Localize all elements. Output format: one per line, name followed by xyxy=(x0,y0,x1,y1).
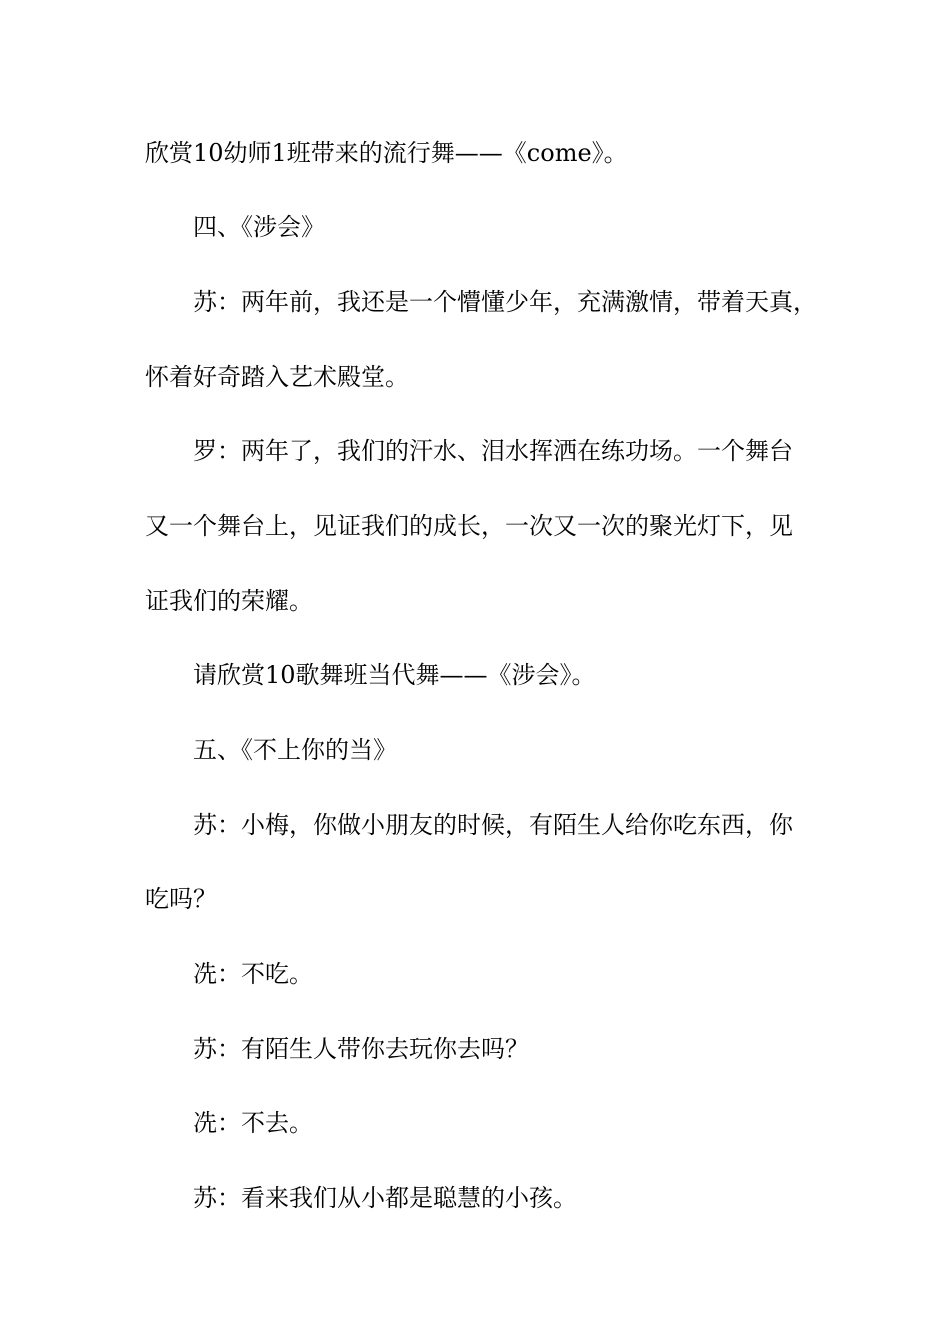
text-line-10: 苏：小梅，你做小朋友的时候，有陌生人给你吃东西，你 xyxy=(193,811,793,839)
section-heading-5: 五、《不上你的当》 xyxy=(193,736,397,764)
text-line-8: 请欣赏10歌舞班当代舞——《涉会》。 xyxy=(193,661,596,689)
text-line-4: 怀着好奇踏入艺术殿堂。 xyxy=(145,363,409,391)
text-line-5: 罗：两年了，我们的汗水、泪水挥洒在练功场。一个舞台 xyxy=(193,437,793,465)
text-line-15: 苏：看来我们从小都是聪慧的小孩。 xyxy=(193,1184,577,1212)
text-line-14: 冼：不去。 xyxy=(193,1109,313,1137)
text-line-6: 又一个舞台上，见证我们的成长，一次又一次的聚光灯下，见 xyxy=(145,512,793,540)
section-heading-4: 四、《涉会》 xyxy=(193,213,325,241)
text-line-12: 冼：不吃。 xyxy=(193,960,313,988)
text-line-1: 欣赏10幼师1班带来的流行舞——《come》。 xyxy=(145,139,628,167)
text-line-11: 吃吗？ xyxy=(145,885,217,913)
text-line-7: 证我们的荣耀。 xyxy=(145,587,313,615)
text-line-13: 苏：有陌生人带你去玩你去吗？ xyxy=(193,1035,529,1063)
text-line-3: 苏：两年前，我还是一个懵懂少年，充满激情，带着天真， xyxy=(193,288,817,316)
